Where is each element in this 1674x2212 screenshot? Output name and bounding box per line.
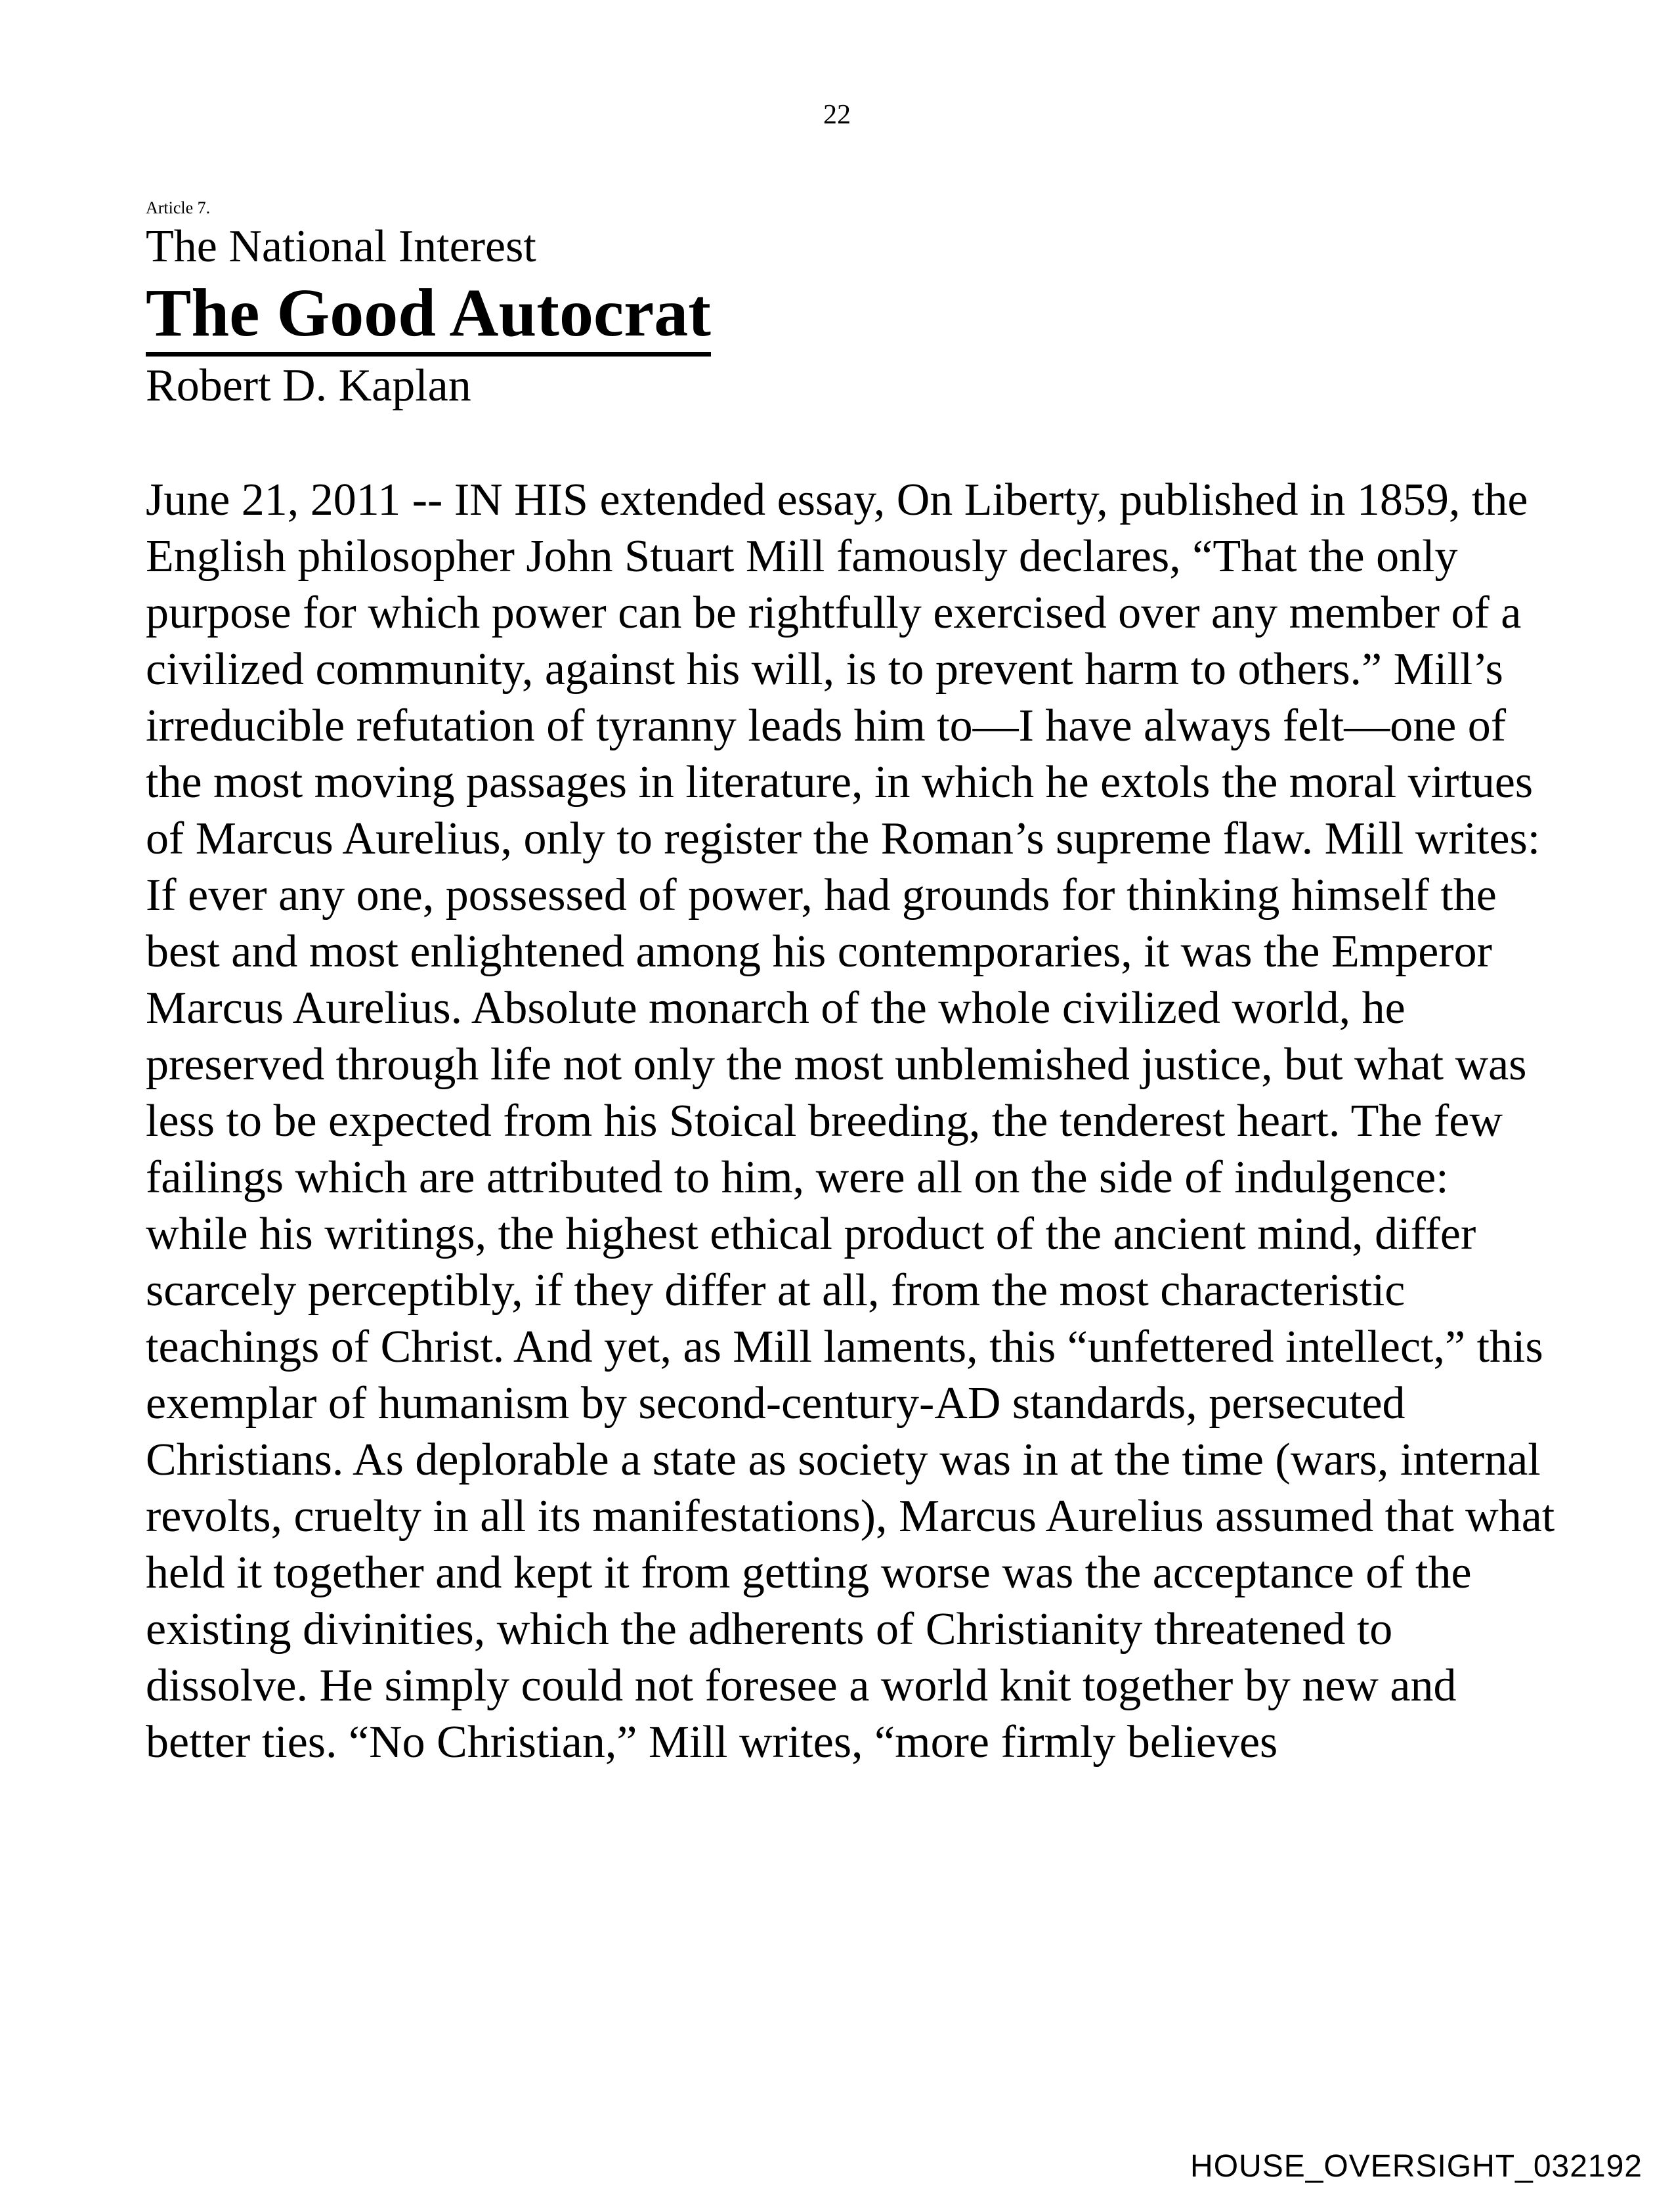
body-paragraph: If ever any one, possessed of power, had grounds for thinking himself the best and most enlightened among his contemporaries, it was the Emperor Marcus Aurelius. Absolute monarch of the whole civilized world, he preserved through life not only the most unblemished justice, but what was less to be expected from his Stoical breeding, the tenderest heart. The few failings which are attributed to him, were all on the side of indulgence: while his writings, the highest ethical product of the ancient mind, differ scarcely perceptibly, if they differ at all, from the most characteristic teachings of Christ. And yet, as Mill laments, this “unfettered intellect,” this exemplar of humanism by second-century-AD standards, persecuted Christians. As deplorable a state as society was in at the time (wars, internal revolts, cruelty in all its manifestations), Marcus Aurelius assumed that what held it together and kept it from getting worse was the acceptance of the existing divinities, which the adherents of Christianity threatened to dissolve. He simply could not foresee a world knit together by new and better ties. “No Christian,” Mill writes, “more firmly believes — [146, 870, 1555, 1767]
article-content — [146, 197, 1557, 1771]
body-paragraph: June 21, 2011 -- IN HIS extended essay, On Liberty, published in 1859, the English philosopher John Stuart Mill famously declares, “That the only purpose for which power can be rightfully exercised over any member of a civilized community, against his will, is to prevent harm to others.” Mill’s irreducible refutation of tyranny leads him to—I have always felt—one of the most moving passages in literature, in which he extols the moral virtues of Marcus Aurelius, only to register the Roman’s supreme flaw. Mill writes: — [146, 475, 1541, 864]
article-body — [146, 472, 1557, 1771]
article-author: Robert D. Kaplan — [146, 360, 471, 411]
page-number: 22 — [823, 100, 851, 130]
document-id: HOUSE_OVERSIGHT_032192 — [1190, 2149, 1642, 2184]
article-title: The Good Autocrat — [146, 274, 711, 357]
publication-name: The National Interest — [146, 221, 536, 272]
article-label: Article 7. — [146, 198, 211, 217]
